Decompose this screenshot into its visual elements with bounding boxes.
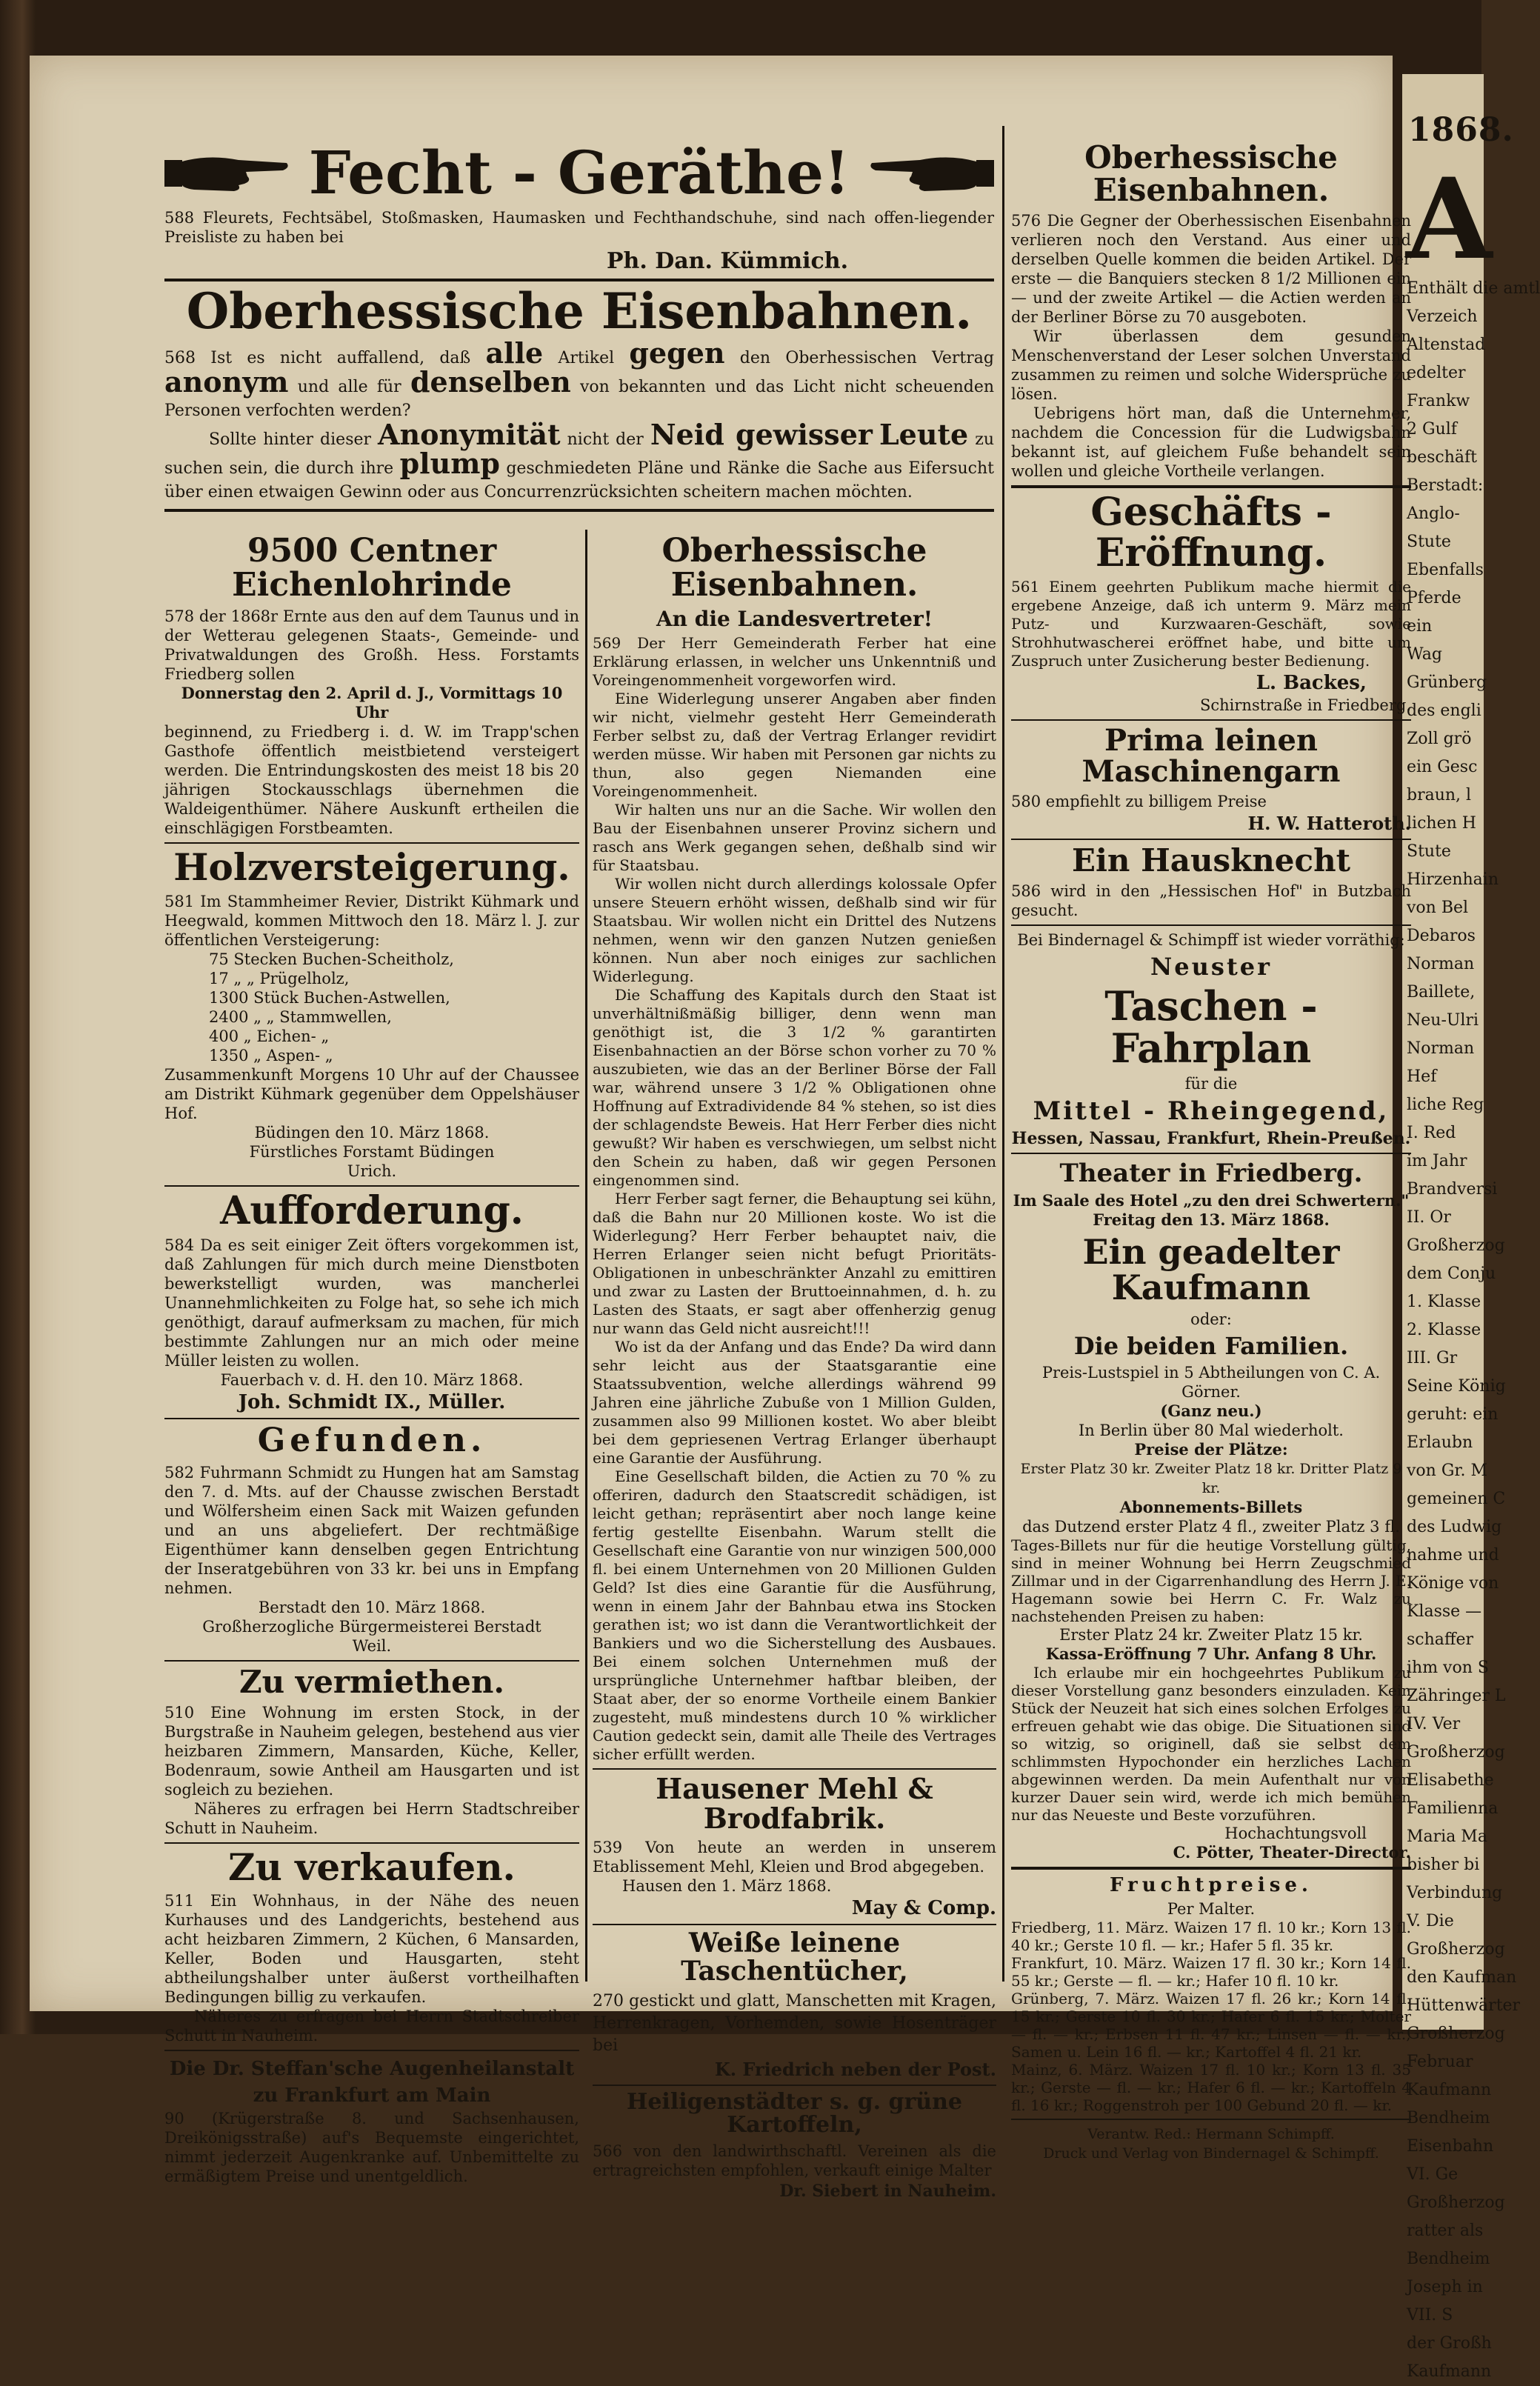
eisenbahn-col2-subtitle: An die Landesvertreter! [656,607,933,632]
emphasis-gegen: gegen [629,336,725,370]
eisenbahn-col3-p2: Wir überlassen dem gesunden Menschenverstand der Leser solchen Unverstand zusammen zu reimen und solche Widersprüche zu lösen. [1011,327,1411,404]
ad-number: 569 [593,634,621,653]
adjacent-page-year: 1868. [1408,111,1514,149]
tuch-text [593,1990,996,2057]
divider [1011,924,1411,926]
ad-number: 511 [164,1892,195,1910]
holz-list-item: 2400 „ „ Stammwellen, [209,1007,392,1026]
eisenbahn-col2-p8: Eine Gesellschaft bilden, die Actien zu 70 % zu offeriren, dadurch den Staatscredit schädigen, ist leicht gethan; repräsentirt aber noch lange keine fertig gestellte Eisenbahn. Warum stellt die Gesellschaft eine Garantie von nur winzigen 500,000 fl. bei einem Unternehmen von 20 Millionen Gulden Geld? Ist dies eine Garantie für die Ausführung, wenn in einem Jahr der Bahnbau etwa ins Stocken gerathen ist; wo ist dann die Verantwortlichkeit der Bankiers und wo die Sicherstellung des Ausbaues. Bei einem solchen Unternehmen muß der ursprüngliche Unternehmer haftbar bleiben, der Staat aber, der so enorme Vortheile einem Bankier zugesteht, muß mindestens durch 10 % wirklicher Caution gedeckt sein, damit alle Theile des Vertrages sicher erfüllt werden. [593,1467,996,1764]
holz-text2: Zusammenkunft Morgens 10 Uhr auf der Chaussee am Distrikt Kühmark gegenüber dem Oppelshäuser Hof. [164,1065,579,1122]
augenheilanstalt-title: Die Dr. Steffan'sche Augenheilanstalt zu Frankfurt am Main [169,2058,575,2107]
divider [593,2085,996,2086]
theater-oder: oder: [1190,1310,1232,1329]
emphasis-neid: Neid gewisser [650,418,873,452]
kartoffel-text [593,2142,996,2180]
eisenbahn-col2-p1 [593,634,996,690]
adjacent-page-line: Enthält die amtl [1407,279,1540,298]
divider [1011,719,1411,721]
fahrplan-regions: Hessen, Nassau, Frankfurt, Rhein-Preußen. [1011,1128,1411,1148]
adjacent-page-line: Kaufmann [1407,2081,1492,2099]
text-run: Von heute an werden in unserem Etablissement Mehl, Kleien und Brod abgegeben. [593,1839,996,1876]
ad-number: 510 [164,1703,195,1722]
eisenbahn-top-title: Oberhessische Eisenbahnen. [186,282,973,340]
adjacent-page-line: der Großh [1407,2334,1492,2353]
adjacent-page-line: V. Die [1407,1912,1454,1930]
adjacent-page-line: Großherzog [1407,1236,1505,1255]
adjacent-page-line: Neu-Ulri [1407,1011,1479,1030]
holz-list [164,950,579,1065]
text-run: Ein Wohnhaus, in der Nähe des neuen Kurhauses und des Landgerichts, bestehend aus acht heizbaren Zimmern, 2 Küchen, 6 Mansarden, Keller, Boden und Hausgarten, steht abtheilungshalber unter äußerst vortheilhaften Bedingungen billig zu verkaufen. [164,1892,579,2007]
pointing-hand-right-icon [164,147,290,199]
adjacent-page-line: Familienna [1407,1799,1499,1818]
adjacent-page-line: ein [1407,617,1433,636]
eisenbahn-col3-title: Oberhessische Eisenbahnen. [1084,139,1338,209]
vermiethen-text2: Näheres zu erfragen bei Herrn Stadtschreiber Schutt in Nauheim. [164,1799,579,1837]
divider [1011,1867,1411,1870]
adjacent-page-line: Ebenfalls [1407,561,1484,579]
adjacent-page-line: gemeinen C [1407,1490,1506,1508]
divider [164,279,994,281]
text-run: Da es seit einiger Zeit öfters vorgekommen ist, daß Zahlungen für mich durch meine Dienstboten bewerkstelligt wurden, was mancherlei Unannehmlichkeiten zu Folge hat, so sehe ich mich genöthigt, darauf aufmerksam zu machen, für mich bestimmte Zahlungen nur an mich oder meine Müller leisten zu wollen. [164,1236,579,1370]
aufforderung-title: Aufforderung. [220,1187,524,1233]
adjacent-page-line: geruht: ein [1407,1405,1499,1424]
text-run: von bekannten und das Licht nicht scheuenden Personen verfochten werden? [164,378,995,421]
divider [164,842,579,844]
gefunden-title: Gefunden. [257,1422,487,1460]
text-run: (Krügerstraße 8. und Sachsenhausen, Dreikönigsstraße) auf's Bequemste eingerichtet, nimmt jederzeit Augenkranke auf. Unbemittelte zu ermäßigtem Preise und unentgeldlich. [164,2110,579,2186]
ad-number: 580 [1011,793,1041,811]
holz-list-item: 17 „ „ Prügelholz, [209,969,350,987]
ad-number: 582 [164,1463,195,1482]
verkaufen-text2: Näheres zu erfragen bei Herrn Stadtschreiber Schutt in Nauheim. [164,2007,579,2045]
frucht-market: Mainz, 6. März. Waizen 17 fl. 10 kr.; Korn 13 fl. 35 kr.; Gerste — fl. — kr.; Hafer 6 fl. — kr.; Kartoffeln 4 fl. 16 kr.; Roggenstroh per 100 Gebund 20 fl. — kr. [1011,2061,1411,2115]
adjacent-page-line: im Jahr [1407,1152,1467,1170]
adjacent-page-line: Stute [1407,533,1451,551]
eichenlohrinde-date: Donnerstag den 2. April d. J., Vormittags 10 Uhr [181,684,563,722]
text-run: Eine Wohnung im ersten Stock, in der Burgstraße in Nauheim gelegen, bestehend aus vier heizbaren Zimmern, Mansarden, Küche, Keller, Bodenraum, sowie Antheil am Hausgarten und ist sogleich zu beziehen. [164,1703,579,1799]
ad-number: 539 [593,1839,623,1857]
adjacent-page-line: Hüttenwärter [1407,1996,1521,2015]
adjacent-page-line: Stute [1407,842,1451,861]
adjacent-page-line: den Kaufman [1407,1968,1517,1987]
adjacent-page-line: Anglo- [1407,504,1460,523]
augenheilanstalt-text [164,2109,579,2186]
aufforderung-date: Fauerbach v. d. H. den 10. März 1868. [220,1371,524,1390]
text-run: Einem geehrten Publikum mache hiermit die ergebene Anzeige, daß ich unterm 9. März mein Putz- und Kurzwaaren-Geschäft, sowie Strohhutwascherei eröffnet habe, und bitte um Zuspruch unter Zusicherung bester Bedienung. [1011,578,1412,670]
imprint-editor: Verantw. Red.: Hermann Schimpff. [1087,2126,1335,2143]
emphasis-denselben: denselben [410,365,571,399]
adjacent-page-line: Zoll grö [1407,730,1472,748]
ad-number: 576 [1011,212,1041,230]
adjacent-page-lines [1402,275,1540,2386]
adjacent-page-line: Baillete, [1407,983,1476,1002]
eisenbahn-col2-p6: Herr Ferber sagt ferner, die Behauptung sei kühn, daß die Bahn nur 20 Millionen koste. Wo ist die Widerlegung? Herr Ferber behauptet naiv, die Herren Erlanger seien nicht befugt Prioritäts-Obligationen in unbeschränkter Anzahl zu emittiren und zwar zu Lasten der Bruttoeinnahmen, d. h. zu Lasten des Staats, er sagt aber offenherzig genug nur wann das Geld nicht ausreicht!!! [593,1190,996,1338]
adjacent-page-line: Bendheim [1407,2250,1490,2268]
tuch-signature: K. Friedrich neben der Post. [714,2058,996,2080]
text-run: Der Herr Gemeinderath Ferber hat eine Erklärung erlassen, in welcher uns Unkenntniß und Voreingenommenheit vorgeworfen wird. [593,634,997,690]
adjacent-page-line: edelter [1407,364,1466,382]
fecht-ad-body: Fleurets, Fechtsäbel, Stoßmasken, Haumasken und Fechthandschuhe, sind nach offen-liegender Preisliste zu haben bei [164,209,994,246]
gefunden-signature: Großherzogliche Bürgermeisterei Berstadt [202,1617,541,1636]
adjacent-page-line: IV. Ver [1407,1715,1461,1733]
adjacent-page-line: Elisabethe [1407,1771,1494,1790]
geschaeft-text [1011,578,1411,670]
theater-play2: Die beiden Familien. [1073,1332,1349,1361]
verkaufen-text [164,1891,579,2007]
adjacent-page-line: Verzeich [1407,307,1478,326]
theater-location: Im Saale des Hotel „zu den drei Schwertern." [1013,1190,1410,1210]
adjacent-page-line: Frankw [1407,392,1470,410]
tuch-title: Weiße leinene Taschentücher, [681,1927,908,1987]
eichenlohrinde-text2: beginnend, zu Friedberg i. d. W. im Trapp'schen Gasthofe öffentlich meistbietend versteigert werden. Die Entrindungskosten des meist 18 bis 20 jährigen Stockausschlags übernehmen die Waldeigenthümer. Nähere Auskunft ertheilen die einschlägigen Forstbeamten. [164,723,579,838]
holz-signature: Fürstliches Forstamt Büdingen [249,1142,495,1161]
ad-number: 561 [1011,578,1040,596]
mehl-title: Hausener Mehl & Brodfabrik. [656,1772,933,1836]
gefunden-date: Berstadt den 10. März 1868. [258,1598,486,1616]
divider [164,1185,579,1187]
divider [164,509,994,512]
divider [1011,2119,1411,2120]
text-run: Ist es nicht auffallend, daß [210,349,471,368]
adjacent-page-line: III. Gr [1407,1349,1458,1367]
kartoffel-signature: Dr. Siebert in Nauheim. [779,2181,996,2201]
eisenbahn-col2-p3: Wir halten uns nur an die Sache. Wir wollen den Bau der Eisenbahnen unserer Provinz sichern und rasch ans Werk gegangen sehen, deßhalb sind wir für Staatsbau. [593,801,996,875]
theater-abo-text: das Dutzend erster Platz 4 fl., zweiter Platz 3 fl. [1022,1518,1400,1536]
theater-play: Ein geadelter Kaufmann [1082,1231,1340,1308]
adjacent-page-line: 2. Klasse [1407,1321,1481,1339]
eisenbahn-top-p2 [164,418,994,504]
text-run: Artikel [558,349,615,368]
text-run: und alle für [297,378,401,397]
adjacent-page-line: von Gr. M [1407,1462,1488,1480]
adjacent-page-line: von Bel [1407,899,1469,917]
theater-neu: (Ganz neu.) [1160,1402,1262,1421]
holz-signature-name: Urich. [347,1162,397,1180]
ad-number: 581 [164,892,195,910]
adjacent-page-line: Großherzog [1407,1743,1505,1762]
frucht-market: Frankfurt, 10. März. Waizen 17 fl. 30 kr.; Korn 14 fl. 55 kr.; Gerste — fl. — kr.; Hafer 10 fl. 10 kr. [1011,1954,1411,1990]
adjacent-page-line: des engli [1407,702,1481,720]
adjacent-page-line: Zähringer L [1407,1687,1506,1705]
emphasis-alle: alle [485,336,544,370]
fecht-signature: Ph. Dan. Kümmich. [606,248,849,274]
adjacent-page-line: Norman [1407,1039,1475,1058]
vermiethen-text [164,1703,579,1799]
imprint-printer: Druck und Verlag von Bindernagel & Schimpff. [1043,2145,1379,2162]
adjacent-page-line: Klasse — [1407,1602,1482,1621]
fahrplan-title: Taschen - Fahrplan [1104,982,1318,1073]
adjacent-page-line: Großherzog [1407,2193,1505,2212]
theater-gruss: Hochachtungsvoll [1224,1825,1367,1843]
hausknecht-text [1011,882,1411,920]
adjacent-page-line: Eisenbahn [1407,2137,1494,2156]
adjacent-page-line: liche Reg [1407,1096,1484,1114]
frucht-list [1011,1919,1411,2114]
ad-number: 578 [164,607,195,626]
adjacent-page [1400,74,1540,2381]
adjacent-page-line: 2 Gulf [1407,420,1457,439]
divider [1011,1153,1411,1154]
adjacent-page-line: Grünberg [1407,673,1487,692]
adjacent-page-line: I. Red [1407,1124,1456,1142]
adjacent-page-line: Maria Ma [1407,1827,1487,1846]
adjacent-page-line: Berstadt: [1407,476,1484,495]
eisenbahn-col2-p5: Die Schaffung des Kapitals durch den Staat ist unverhältnißmäßig billiger, denn wenn man genöthigt ist, die 3 1/2 % garantirten Eisenbahnactien an der Börse schon vorher zu 70 % auszubieten, wie das an der Berliner Börse der Fall war, während unsere 3 1/2 % Obligationen ohne Hoffnung auf Extradividende 84 % stehen, so ist dies der schlagendste Beweis. Hat Herr Ferber dies nicht gewußt? Wir haben es verschwiegen, um selbst nicht den Schein zu haben, daß wir gegen Personen eingenommen sind. [593,986,996,1190]
divider [164,1842,579,1844]
gefunden-text [164,1463,579,1598]
theater-date: Freitag den 13. März 1868. [1093,1210,1330,1229]
frucht-market: Grünberg, 7. März. Waizen 17 fl. 26 kr.; Korn 14 fl. 15 kr.; Gerste 10 fl. 30 kr.; Hafer 6 fl. 15 kr.; Molter — fl. — kr.; Erbsen 11 fl. 47 kr.; Linsen — fl. — kr.; Samen u. Lein 16 fl. — kr.; Kartoffel 4 fl. 21 kr. [1011,1990,1411,2062]
theater-signature: C. Pötter, Theater-Director. [1173,1843,1411,1862]
ad-number: 568 [164,349,196,368]
adjacent-page-line: ratter als [1407,2222,1484,2240]
pointing-hand-left-icon [868,147,994,199]
fahrplan-region: Mittel - Rheingegend, [1033,1096,1390,1126]
text-run: von den landwirthschaftl. Vereinen als die ertragreichsten empfohlen, verkauft einige Malter [593,2142,996,2179]
geschaeft-address: Schirnstraße in Friedberg. [1200,696,1411,715]
adjacent-page-line: Pferde [1407,589,1461,607]
adjacent-page-line: Könige von [1407,1574,1499,1593]
eisenbahn-col3-p1 [1011,211,1411,327]
fahrplan-neuster: Neuster [1150,953,1272,982]
column-rule [1002,126,1004,1982]
fecht-text [164,208,994,247]
adjacent-page-line: ihm von S [1407,1659,1489,1677]
divider [593,1924,996,1925]
eisenbahn-col2-p7: Wo ist da der Anfang und das Ende? Da wird dann sehr leicht aus der Staatsgarantie eine Staatssubvention, welche allerdings während 99 Jahren eine jährliche Zubuße von 1 Million Gulden, zusammen also 99 Millionen kostet. Wo aber bleibt bei dem gepriesenen Vertrag Erlanger überhaupt eine Garantie der Ausführung. [593,1338,996,1467]
divider [164,1418,579,1419]
holz-list-item: 75 Stecken Buchen-Scheitholz, [209,950,454,968]
adjacent-page-line: Hirzenhain [1407,870,1499,889]
frucht-market: Friedberg, 11. März. Waizen 17 fl. 10 kr.; Korn 13 fl. 40 kr.; Gerste 10 fl. — kr.; Hafer 5 fl. 35 kr. [1011,1919,1411,1955]
eichenlohrinde-text [164,607,579,684]
theater-title: Theater in Friedberg. [1059,1158,1363,1188]
gefunden-signature-name: Weil. [352,1636,392,1655]
fahrplan-intro: Bei Bindernagel & Schimpff ist wieder vorräthig: [1017,931,1405,950]
ad-number: 270 [593,1991,624,2010]
adjacent-page-line: Kaufmann [1407,2362,1492,2381]
holz-title: Holzversteigerung. [173,845,570,890]
eisenbahn-top-p1 [164,336,995,423]
theater-kasse: Kassa-Eröffnung 7 Uhr. Anfang 8 Uhr. [1045,1644,1377,1664]
adjacent-page-line: Debaros [1407,927,1476,945]
adjacent-page-line: schaffer [1407,1630,1474,1649]
text-run: geschmiedeten Pläne und Ränke die Sache aus Eifersucht über einen etwaigen Gewinn oder aus Concurrenzrücksichten scheitern machen möchten. [164,459,994,502]
emphasis-plump: plump [399,447,500,481]
mehl-date: Hausen den 1. März 1868. [622,1877,832,1896]
holz-list-item: 400 „ Eichen- „ [209,1027,330,1045]
theater-tages: Tages-Billets nur für die heutige Vorstellung gültig, sind in meiner Wohnung bei Herrn Zeugschmied Zillmar und in der Cigarrenhandlung des Herrn J. E. Hagemann sowie bei Herrn C. Fr. Walz zu nachstehenden Preisen zu haben: [1011,1536,1411,1626]
ad-number: 584 [164,1236,195,1255]
frucht-title: Fruchtpreise. [1110,1874,1313,1897]
text-run: den Oberhessischen Vertrag [739,349,994,368]
adjacent-page-line: Bendheim [1407,2109,1490,2127]
text-run: gestickt und glatt, Manschetten mit Kragen, Herrenkragen, Vorhemden, sowie Hosenträger bei [593,1991,996,2055]
fecht-title: Fecht - Geräthe! [308,138,850,207]
adjacent-page-line: dem Conju [1407,1264,1496,1283]
text-run: Fuhrmann Schmidt zu Hungen hat am Samstag den 7. d. Mts. auf der Chausse zwischen Berstadt und Wölfersheim einen Sack mit Waizen gefunden und an uns abgeliefert. Der rechtmäßige Eigenthümer kann denselben gegen Entrichtung der Inseratgebühren von 33 kr. bei uns in Empfang nehmen. [164,1463,579,1597]
emphasis-anonymitaet: Anonymität [378,418,561,452]
column-rule [585,530,587,1982]
mehl-signature: May & Comp. [851,1897,996,1920]
emphasis-leute: Leute [879,418,969,452]
adjacent-page-line: Großherzog [1407,2025,1505,2043]
adjacent-page-line: VII. S [1407,2306,1453,2325]
adjacent-page-line: Großherzog [1407,1940,1505,1959]
adjacent-page-line: des Ludwig [1407,1518,1502,1536]
eichenlohrinde-title: 9500 Centner Eichenlohrinde [232,532,512,604]
vermiethen-title: Zu vermiethen. [239,1663,504,1700]
eisenbahn-col2-p4: Wir wollen nicht durch allerdings kolossale Opfer unsere Steuern erhöht wissen, deßhalb sind wir für Staatsbau. Wir wollen nicht ein Drittel des Nutzens nehmen, wenn wir den ganzen Nutzen genießen können. Nun aber noch einiges zur sachlichen Widerlegung. [593,875,996,986]
divider [164,1660,579,1662]
column-3 [1011,137,1411,2163]
ad-number: 90 [164,2110,184,2128]
ad-number: 566 [593,2142,623,2160]
theater-berlin: In Berlin über 80 Mal wiederholt. [1079,1422,1344,1440]
adjacent-page-line: Februar [1407,2053,1473,2071]
adjacent-page-line: nahme und [1407,1546,1499,1564]
column-2 [593,530,996,2202]
adjacent-page-line: Verbindung [1407,1884,1503,1902]
fecht-ad [164,137,994,516]
divider [593,1768,996,1770]
adjacent-page-line: 1. Klasse [1407,1293,1481,1311]
text-run: Sollte hinter dieser [209,430,372,450]
kartoffel-title: Heiligenstädter s. g. grüne Kartoffeln, [627,2088,962,2139]
divider [1011,485,1411,488]
text-run: Die Gegner der Oberhessischen Eisenbahnen verlieren noch den Verstand. Aus einer und derselben Quelle kommen die beiden Artikel. Der erste — die Banquiers stecken 8 1/2 Millionen ein — und der zweite Artikel — die Actien werden an der Berliner Börse zu 70 ausgeboten. [1011,212,1411,327]
adjacent-page-line: Hef [1407,1067,1437,1086]
adjacent-page-line: Norman [1407,955,1475,973]
eisenbahn-col2-p2: Eine Widerlegung unserer Angaben aber finden wir nicht, vielmehr gesteht Herr Gemeinderath Ferber selbst zu, daß der Vertrag Erlanger revidirt werden müsse. Wir haben mit Personen gar nichts zu thun, also gegen Niemanden eine Voreingenommenheit. [593,690,996,801]
adjacent-page-line: VI. Ge [1407,2165,1459,2184]
fecht-title-row [164,137,994,208]
text-run: zu suchen sein, die durch ihre [164,430,994,479]
adjacent-page-line: lichen H [1407,814,1476,833]
theater-text: Ich erlaube mir ein hochgeehrtes Publikum zu dieser Vorstellung ganz besonders einzuladen. Kein Stück der Neuzeit hat sich eines solchen Erfolges zu erfreuen gehabt wie das obige. Die Situationen sind so witzig, so originell, daß sie selbst dem schlimmsten Hypochonder ein herzliches Lachen abgewinnen werden. Da mein Aufenthalt nur von kurzer Dauer sein wird, werde ich mich bemühen nur das Neueste und Beste vorzuführen. [1011,1664,1411,1825]
hausknecht-title: Ein Hausknecht [1071,842,1351,879]
text-run: empfiehlt zu billigem Preise [1045,793,1267,811]
adjacent-page-line: ein Gesc [1407,758,1478,776]
ad-number: 586 [1011,882,1041,901]
text-run: wird in den „Hessischen Hof" in Butzbach gesucht. [1011,882,1411,920]
adjacent-page-line: Altenstad [1407,336,1486,354]
aufforderung-text [164,1236,579,1370]
text-run: Im Stammheimer Revier, Distrikt Kühmark und Heegwald, kommen Mittwoch den 18. März l. J. zur öffentlichen Versteigerung: [164,892,579,949]
text-run: nicht der [567,430,644,450]
holz-list-item: 1350 „ Aspen- „ [209,1046,333,1064]
column-1 [164,530,579,2186]
adjacent-page-line: Joseph in [1407,2278,1483,2296]
divider [1011,839,1411,840]
theater-preise: Preise der Plätze: [1134,1440,1288,1459]
adjacent-page-line: Erlaubn [1407,1433,1473,1452]
adjacent-page-line: bisher bi [1407,1856,1480,1874]
newspaper-page [30,56,1412,2201]
frucht-sub: Per Malter. [1167,1900,1256,1919]
garn-title: Prima leinen Maschinengarn [1081,723,1341,790]
garn-text [1011,792,1411,811]
verkaufen-title: Zu verkaufen. [228,1845,516,1889]
fahrplan-fuer: für die [1184,1074,1238,1093]
aufforderung-signature: Joh. Schmidt IX., Müller. [238,1391,506,1414]
fecht-ad-number: 588 [164,209,195,227]
adjacent-page-line: beschäft [1407,448,1477,467]
holz-date: Büdingen den 10. März 1868. [254,1123,490,1142]
holz-list-item: 1300 Stück Buchen-Astwellen, [209,988,450,1007]
adjacent-page-line: braun, l [1407,786,1472,804]
text-run: der 1868r Ernte aus den auf dem Taunus und in der Wetterau gelegenen Staats-, Gemeinde- und Privatwaldungen des Großh. Hess. Forstamts Friedberg sollen [164,607,579,684]
theater-genre: Preis-Lustspiel in 5 Abtheilungen von C. A. Görner. [1041,1364,1381,1402]
emphasis-anonym: anonym [164,365,289,399]
garn-signature: H. W. Hatteroth. [1247,813,1411,835]
adjacent-page-line: Brandversi [1407,1180,1498,1199]
adjacent-page-line: Wag [1407,645,1442,664]
geschaeft-title: Geschäfts - Eröffnung. [1090,490,1332,576]
adjacent-page-initial: A [1406,154,1493,284]
adjacent-page-line: II. Or [1407,1208,1451,1227]
theater-abo: Abonnements-Billets [1119,1498,1303,1517]
divider [164,2050,579,2051]
geschaeft-signature: L. Backes, [1256,672,1367,695]
theater-tages-preis: Erster Platz 24 kr. Zweiter Platz 15 kr. [1059,1626,1363,1644]
eisenbahn-col2-title: Oberhessische Eisenbahnen. [661,532,927,604]
adjacent-page-line: Seine König [1407,1377,1506,1396]
eisenbahn-col3-p3: Uebrigens hört man, daß die Unternehmer, nachdem die Concession für die Ludwigsbahn bekannt ist, auf gleichem Fuße behandelt sein wollen und gleiche Vortheile verlangen. [1011,404,1411,481]
holz-text [164,892,579,950]
mehl-text [593,1838,996,1876]
theater-plaetze: Erster Platz 30 kr. Zweiter Platz 18 kr. Dritter Platz 9 kr. [1020,1461,1402,1497]
